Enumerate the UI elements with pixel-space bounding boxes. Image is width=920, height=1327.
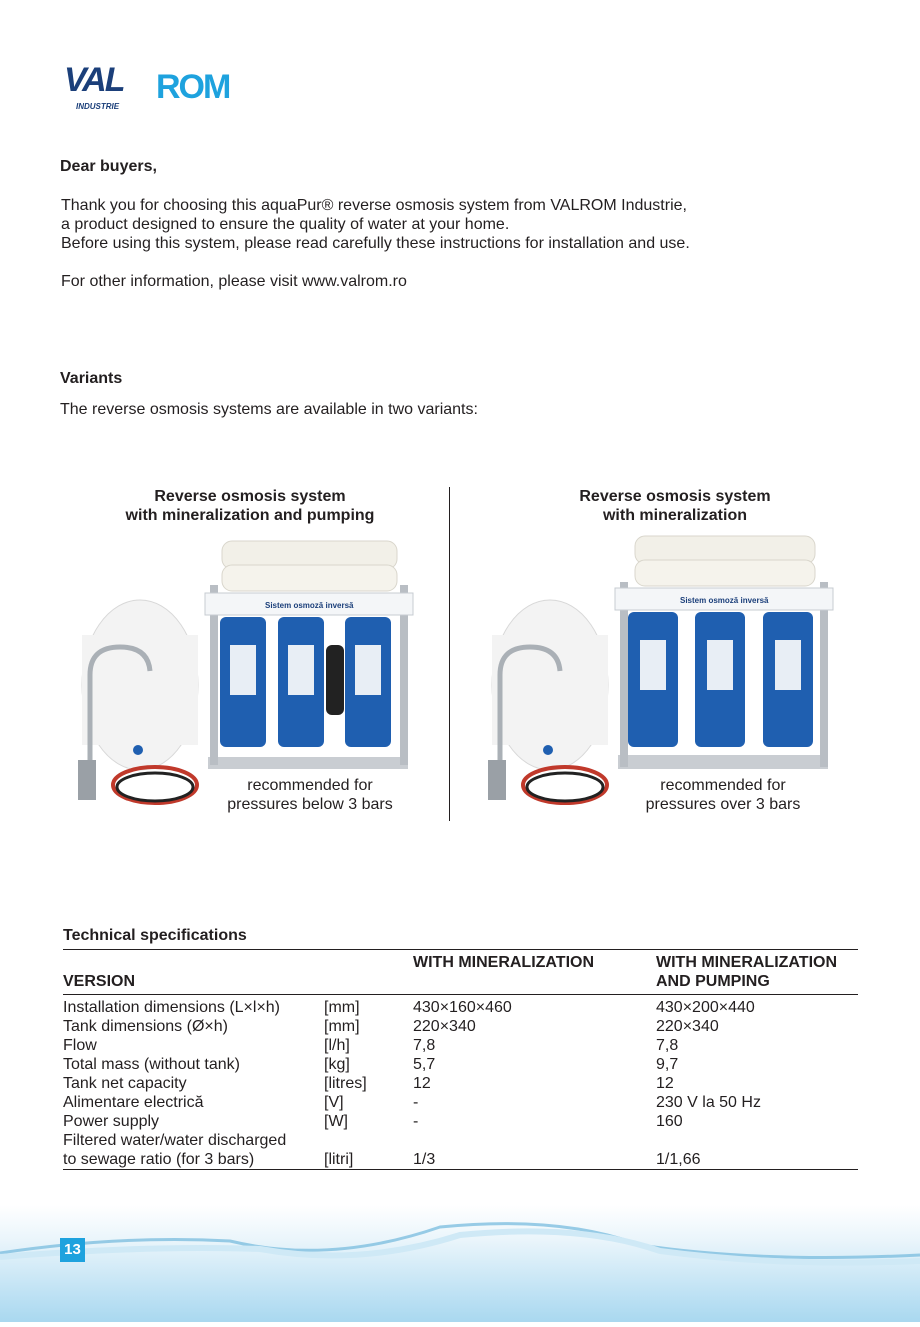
spec-name: Power supply [63, 1112, 160, 1130]
spec-unit: [l/h] [324, 1036, 350, 1054]
spec-unit: [V] [324, 1093, 344, 1111]
intro-text [61, 196, 690, 253]
table-row [63, 1112, 858, 1131]
spec-name: Alimentare electrică [63, 1093, 204, 1111]
table-row [63, 1036, 858, 1055]
spec-value: 1/3 [413, 1150, 436, 1168]
intro-line: Thank you for choosing this aquaPur® reverse osmosis system from VALROM Industrie, [61, 197, 687, 214]
product-image-mineralization [470, 530, 840, 810]
variant-divider [449, 487, 450, 821]
spec-value: 220×340 [656, 1017, 719, 1035]
spec-name-line: to sewage ratio (for 3 bars) [63, 1150, 255, 1168]
spec-value: 430×200×440 [656, 998, 755, 1016]
spec-value: 7,8 [413, 1036, 436, 1054]
variant-title-line: Reverse osmosis system [154, 488, 346, 505]
caption-line: recommended for [247, 777, 373, 794]
logo-text-main: VAL [64, 61, 124, 99]
spec-name: Installation dimensions (L×l×h) [63, 998, 281, 1016]
spec-name: Tank net capacity [63, 1074, 187, 1092]
variant-title [60, 487, 440, 525]
unit-label: Sistem osmoză inversă [265, 601, 354, 610]
variant-pumping [60, 487, 440, 525]
intro-line: Before using this system, please read carefully these instructions for installation and use. [61, 235, 690, 252]
table-header [63, 950, 858, 995]
variant-title-line: with mineralization and pumping [125, 507, 375, 524]
variants-heading: Variants [60, 370, 123, 387]
spec-unit: [mm] [324, 1017, 360, 1035]
table-row [63, 1017, 858, 1036]
header-with-mineralization-pumping [656, 950, 858, 995]
spec-value: 160 [656, 1112, 683, 1130]
logo-subtext: INDUSTRIE [76, 102, 120, 111]
spec-value: 9,7 [656, 1055, 679, 1073]
spec-value: 220×340 [413, 1017, 476, 1035]
valrom-logo [62, 58, 247, 112]
unit-label: Sistem osmoză inversă [680, 596, 769, 605]
caption-line: pressures over 3 bars [645, 796, 801, 813]
info-text: For other information, please visit www.valrom.ro [61, 273, 407, 290]
spec-unit: [litres] [324, 1074, 367, 1092]
spec-unit: [W] [324, 1112, 348, 1130]
spec-value: 7,8 [656, 1036, 679, 1054]
logo-text-accent: ROM [156, 68, 230, 106]
table-row [63, 1093, 858, 1112]
variant-title [485, 487, 865, 525]
spec-value: 230 V la 50 Hz [656, 1093, 761, 1111]
specs-heading: Technical specifications [63, 927, 247, 944]
header-with-mineralization: WITH MINERALIZATION [413, 954, 595, 971]
spec-value: - [413, 1093, 419, 1111]
header-line: AND PUMPING [656, 973, 770, 990]
header-line: WITH MINERALIZATION [656, 954, 838, 971]
page-number: 13 [60, 1238, 85, 1262]
table-row [63, 1131, 858, 1170]
specs-table [63, 949, 858, 1170]
spec-value: - [413, 1112, 419, 1130]
spec-name: Flow [63, 1036, 97, 1054]
greeting: Dear buyers, [60, 158, 157, 175]
table-row [63, 1055, 858, 1074]
spec-unit: [mm] [324, 998, 360, 1016]
variant-caption [210, 776, 410, 814]
spec-name: Tank dimensions (Ø×h) [63, 1017, 228, 1035]
spec-name: Total mass (without tank) [63, 1055, 240, 1073]
header-version: VERSION [63, 973, 136, 990]
variant-title-line: Reverse osmosis system [579, 488, 771, 505]
variant-title-line: with mineralization [602, 507, 747, 524]
spec-value: 1/1,66 [656, 1150, 701, 1168]
spec-unit: [kg] [324, 1055, 350, 1073]
water-wave-footer [0, 1205, 920, 1322]
product-image-pumping [60, 535, 430, 810]
spec-unit: [litri] [324, 1150, 354, 1168]
variant-mineralization [485, 487, 865, 525]
spec-name [63, 1131, 324, 1170]
spec-value: 5,7 [413, 1055, 436, 1073]
spec-value: 12 [656, 1074, 674, 1092]
table-row [63, 1074, 858, 1093]
spec-value: 12 [413, 1074, 431, 1092]
caption-line: pressures below 3 bars [227, 796, 393, 813]
caption-line: recommended for [660, 777, 786, 794]
table-row [63, 995, 858, 1017]
spec-name-line: Filtered water/water discharged [63, 1131, 287, 1149]
spec-value: 430×160×460 [413, 998, 512, 1016]
variants-description: The reverse osmosis systems are available in two variants: [60, 401, 478, 418]
variant-caption [623, 776, 823, 814]
intro-line: a product designed to ensure the quality of water at your home. [61, 216, 510, 233]
